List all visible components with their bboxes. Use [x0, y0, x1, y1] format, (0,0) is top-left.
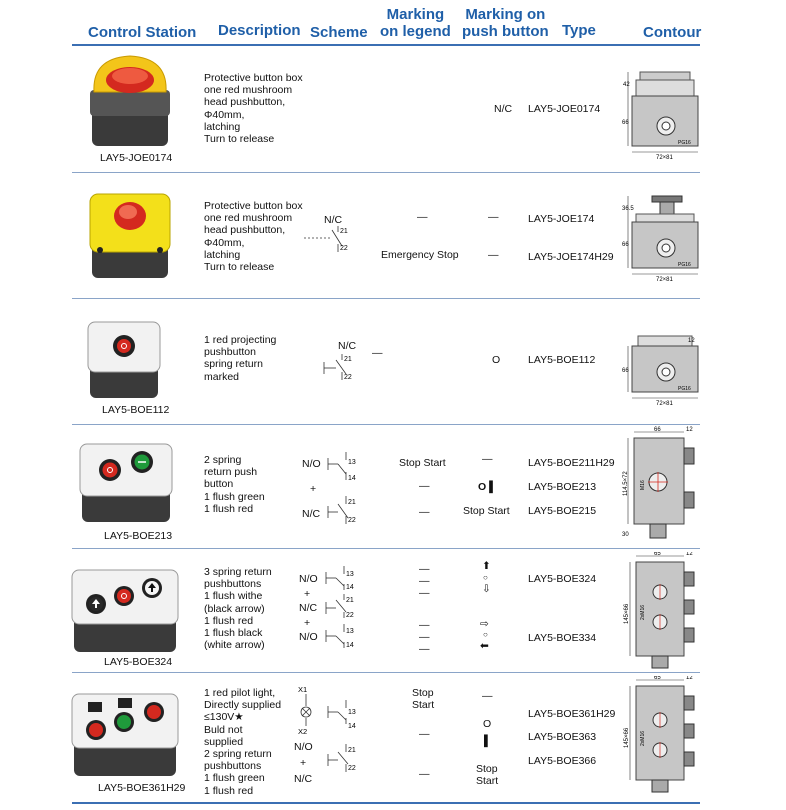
marking-button: O [492, 354, 501, 366]
svg-text:PG16: PG16 [678, 386, 691, 392]
svg-text:14: 14 [348, 475, 356, 482]
svg-text:30: 30 [622, 532, 629, 538]
svg-text:X2: X2 [298, 727, 308, 736]
description-text: 1 red projecting pushbutton spring return marked [204, 334, 277, 383]
svg-text:145×66: 145×66 [624, 727, 630, 748]
product-image-boe361h29 [68, 690, 182, 780]
circle-icon: ○ [483, 573, 488, 582]
contour-drawing [622, 332, 700, 408]
svg-text:145×66: 145×66 [624, 603, 630, 624]
type-label: LAY5-BOE215 [528, 505, 597, 517]
type-label: LAY5-BOE324 [528, 573, 597, 585]
marking-button: — [488, 211, 499, 223]
type-label: LAY5-BOE363 [528, 731, 597, 743]
type-label: LAY5-BOE334 [528, 632, 597, 644]
contour-drawing [622, 192, 700, 286]
svg-text:13: 13 [348, 459, 356, 466]
product-image-boe213 [76, 436, 176, 526]
circle-icon: ○ [483, 630, 488, 639]
svg-text:65: 65 [654, 552, 661, 557]
product-image-boe324 [68, 566, 182, 656]
type-label: LAY5-BOE211H29 [528, 457, 615, 469]
marking-button: ▌ [484, 735, 492, 747]
scheme-label: N/C [294, 773, 313, 785]
marking-button: O ▌ [478, 481, 497, 493]
description-text: Protective button box one red mushroom head pushbutton, Φ40mm, latching Turn to release [204, 200, 303, 274]
svg-text:X1: X1 [298, 685, 308, 694]
svg-text:22: 22 [346, 612, 354, 619]
svg-text:114.5×72: 114.5×72 [623, 471, 629, 496]
model-label: LAY5-JOE0174 [100, 152, 173, 164]
marking-button: — [488, 249, 499, 261]
row-divider [72, 672, 700, 673]
footer-rule [72, 802, 700, 804]
svg-text:M16: M16 [640, 480, 646, 490]
svg-text:12: 12 [686, 552, 693, 557]
scheme-diagram [322, 352, 362, 382]
row-divider [72, 548, 700, 549]
type-label: LAY5-JOE174H29 [528, 251, 614, 263]
row-divider [72, 298, 700, 299]
svg-text:65: 65 [654, 676, 661, 681]
type-label: LAY5-BOE361H29 [528, 708, 616, 720]
marking-legend: — [419, 619, 430, 631]
scheme-label: N/O [302, 458, 321, 470]
scheme-plus: + [304, 617, 311, 629]
marking-button: Stop Start [463, 505, 510, 517]
svg-text:21: 21 [348, 499, 356, 506]
svg-text:36.5: 36.5 [622, 206, 634, 212]
header-contour: Contour [643, 24, 702, 41]
svg-text:66: 66 [622, 242, 629, 248]
product-image-joe174 [84, 186, 176, 282]
marking-button: O [483, 718, 492, 730]
marking-legend: Stop Start [412, 687, 435, 711]
svg-text:14: 14 [348, 723, 356, 730]
type-label: LAY5-BOE213 [528, 481, 597, 493]
arrow-left-icon: ⬅ [480, 640, 489, 652]
svg-text:22: 22 [348, 517, 356, 524]
marking-button: — [482, 690, 493, 702]
svg-text:66: 66 [622, 368, 629, 374]
marking-legend: — [419, 506, 430, 518]
marking-legend: — [419, 643, 430, 655]
svg-text:22: 22 [348, 765, 356, 772]
marking-legend: — [372, 347, 383, 359]
scheme-label: N/O [299, 573, 318, 585]
header-marking-legend: Marking on legend [380, 6, 451, 40]
svg-text:72×81: 72×81 [656, 277, 673, 283]
product-image-boe112 [84, 312, 164, 402]
description-text: 1 red pilot light, Directly supplied ≤130V★ Buld not supplied 2 spring return pushbuttons 1 flush green 1 flush red [204, 687, 282, 797]
description-text: 3 spring return pushbuttons 1 flush withe (black arrow) 1 flush red 1 flush black (white arrow) [204, 566, 272, 652]
header-scheme: Scheme [310, 24, 368, 41]
svg-text:13: 13 [348, 709, 356, 716]
svg-text:PG16: PG16 [678, 262, 691, 268]
scheme-plus: + [310, 483, 317, 495]
header-rule [72, 44, 700, 46]
marking-legend: Stop Start [399, 457, 446, 469]
header-marking-button: Marking on push button [462, 6, 549, 40]
scheme-diagram [324, 566, 364, 652]
svg-text:22: 22 [340, 245, 348, 252]
type-label: LAY5-JOE0174 [528, 103, 601, 115]
row-divider [72, 172, 700, 173]
svg-text:2xM16: 2xM16 [640, 604, 646, 620]
product-image-joe0174 [84, 52, 176, 150]
header-control-station: Control Station [88, 24, 197, 41]
svg-text:12: 12 [688, 338, 695, 344]
svg-text:22: 22 [344, 374, 352, 381]
scheme-label: N/O [299, 631, 318, 643]
marking-legend: — [419, 480, 430, 492]
scheme-label: N/O [294, 741, 313, 753]
svg-text:72×81: 72×81 [656, 155, 673, 160]
model-label: LAY5-BOE324 [104, 656, 173, 668]
marking-button: Stop Start [476, 763, 499, 787]
row-divider [72, 424, 700, 425]
svg-text:14: 14 [346, 584, 354, 591]
model-label: LAY5-BOE361H29 [98, 782, 186, 794]
scheme-label: N/C [299, 602, 318, 614]
arrow-right-outline-icon: ⇨ [480, 618, 489, 630]
svg-text:12: 12 [686, 427, 693, 433]
marking-button: N/C [494, 103, 513, 115]
svg-text:72×81: 72×81 [656, 401, 673, 407]
type-label: LAY5-BOE112 [528, 354, 596, 366]
header-type: Type [562, 22, 596, 39]
type-label: LAY5-JOE174 [528, 213, 595, 225]
svg-text:66: 66 [654, 427, 661, 433]
scheme-diagram [326, 452, 366, 524]
marking-legend: — [419, 768, 430, 780]
scheme-label: N/C [302, 508, 321, 520]
contour-drawing [622, 66, 700, 160]
marking-legend: — [417, 211, 428, 223]
svg-text:21: 21 [340, 228, 348, 235]
contour-drawing [622, 426, 700, 544]
marking-legend: — [419, 575, 430, 587]
type-label: LAY5-BOE366 [528, 755, 597, 767]
model-label: LAY5-BOE213 [104, 530, 173, 542]
svg-text:21: 21 [348, 747, 356, 754]
svg-text:21: 21 [346, 597, 354, 604]
contour-drawing [622, 676, 700, 798]
svg-text:PG16: PG16 [678, 140, 691, 146]
marking-legend: — [419, 631, 430, 643]
header-description: Description [218, 22, 301, 39]
svg-text:12: 12 [686, 676, 693, 681]
marking-legend: — [419, 728, 430, 740]
svg-text:42: 42 [623, 82, 630, 88]
scheme-plus: + [304, 588, 311, 600]
marking-legend: — [419, 587, 430, 599]
description-text: Protective button box one red mushroom head pushbutton, Φ40mm, latching Turn to release [204, 72, 303, 146]
marking-legend: Emergency Stop [381, 249, 459, 261]
scheme-plus: + [300, 757, 307, 769]
svg-text:66: 66 [622, 120, 629, 126]
arrow-down-outline-icon: ⇩ [482, 583, 491, 595]
model-label: LAY5-BOE112 [102, 404, 170, 416]
svg-text:14: 14 [346, 642, 354, 649]
description-text: 2 spring return push button 1 flush green 1 flush red [204, 454, 265, 515]
scheme-label: N/C [338, 340, 357, 352]
svg-text:21: 21 [344, 356, 352, 363]
contour-drawing [622, 552, 700, 672]
marking-legend: — [419, 563, 430, 575]
scheme-label: N/C [324, 214, 343, 226]
svg-text:13: 13 [346, 571, 354, 578]
svg-text:13: 13 [346, 628, 354, 635]
arrow-up-icon: ⬆ [482, 560, 491, 572]
scheme-diagram [302, 224, 352, 254]
svg-text:2xM16: 2xM16 [640, 730, 646, 746]
marking-button: — [482, 453, 493, 465]
